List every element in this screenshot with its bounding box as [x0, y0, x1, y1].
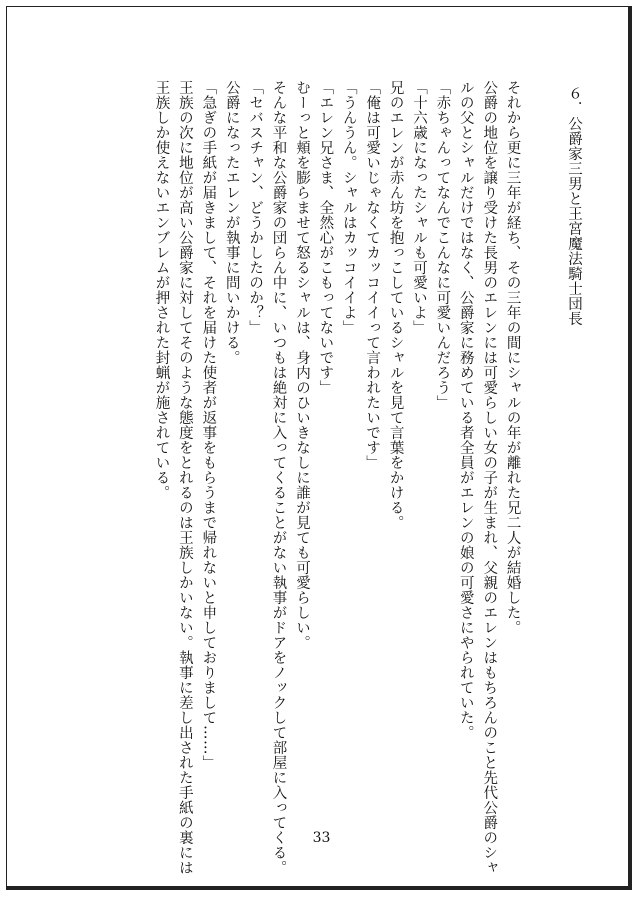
body-line: 公爵の地位を譲り受けた長男のエレンには可愛らしい女の子が生まれ、父親のエレンはもちろんのこと先代公爵のシャ [481, 80, 498, 875]
page-number: 33 [312, 830, 331, 846]
body-line: 王族の次に地位が高い公爵家に対してそのような態度をとれるのは王族しかいない。執事に差し出された手紙の裏には [176, 80, 193, 875]
body-line: 「十六歳になったシャルも可愛いよ」 [410, 80, 427, 335]
body-line: それから更に三年が経ち、その三年の間にシャルの年が離れた兄二人が結婚した。 [504, 80, 521, 635]
body-line: 「急ぎの手紙が届きまして、それを届けた使者が返事をもらうまで帰れないと申しておりまして……」 [200, 80, 217, 770]
body-line: 「うんうん。シャルはカッコイイよ」 [340, 80, 357, 335]
body-line: 「セバスチャン、どうかしたのか？」 [247, 80, 264, 335]
chapter-title: ６．公爵家三男と王宮魔法騎士団長 [566, 86, 582, 326]
body-line: むーっと頬を膨らませて怒るシャルは、身内のひいきなしに誰が見ても可愛らしい。 [293, 80, 310, 650]
body-line: 王族しか使えないエンブレムが押された封蝋が施されている。 [153, 80, 170, 500]
body-line: そんな平和な公爵家の団らん中に、いつもは絶対に入ってくることがない執事がドアをノックして部屋に入ってくる。 [270, 80, 287, 875]
body-line: 公爵になったエレンが執事に問いかける。 [223, 80, 240, 365]
body-line: 「俺は可愛いじゃなくてカッコイイって言われたいです」 [364, 80, 381, 470]
body-line: 「エレン兄さま、全然心がこもってないです」 [317, 80, 334, 395]
body-line: 兄のエレンが赤ん坊を抱っこしているシャルを見て言葉をかける。 [387, 80, 404, 530]
body-line: 「赤ちゃんってなんでこんなに可愛いんだろう」 [434, 80, 451, 410]
body-line: ルの父とシャルだけではなく、公爵家に務めている者全員がエレンの娘の可愛さにやられていた。 [457, 80, 474, 740]
